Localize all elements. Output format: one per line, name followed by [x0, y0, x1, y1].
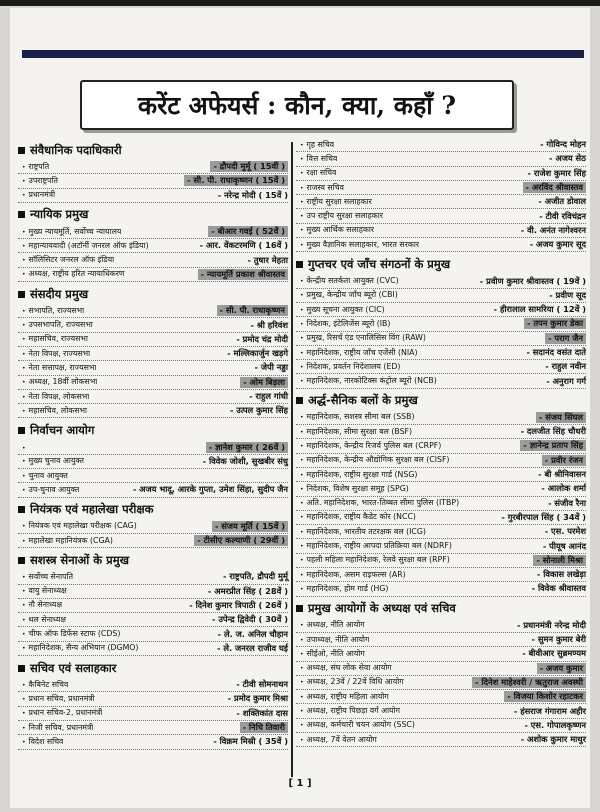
section-heading-text: संवैधानिक पदाधिकारी [30, 142, 122, 157]
bullet-square-icon [18, 506, 25, 513]
position-label: • प्रधानमंत्री [22, 190, 55, 200]
office-holder: - हंसराज गंगाराम अहीर [513, 705, 586, 716]
list-item [18, 678, 288, 692]
position-label: • महानिदेशक, राष्ट्रीय आपदा प्रतिक्रिया बल (NDRF) [300, 541, 452, 551]
office-holder: - संजीव रैना [548, 497, 586, 508]
position-label: • महानिदेशक, सीमा सुरक्षा बल (BSF) [300, 427, 412, 437]
list-item [296, 568, 586, 582]
office-holder: - अमरप्रीत सिंह ( 28वें ) [207, 585, 288, 596]
position-label: • उपसभापति, राज्यसभा [22, 320, 93, 330]
office-holder: - अनुराग गर्ग [546, 375, 586, 386]
list-item [18, 304, 288, 318]
list-item [296, 303, 586, 317]
page-title: करेंट अफेयर्स : कौन, क्या, कहाँ ? [137, 91, 457, 120]
position-label: • महानिदेशक, सशस्त्र सीमा बल (SSB) [300, 412, 415, 422]
office-holder: - ले. ज. अनिल चौहान [217, 628, 288, 639]
list-item [296, 662, 586, 676]
office-holder: - अजय कुमार [537, 663, 586, 674]
list-item [296, 539, 586, 553]
list-item [18, 160, 288, 174]
office-holder: - सी. पी. राधाकृष्णन [217, 305, 288, 316]
position-label: • अध्यक्ष, राष्ट्रीय हरित न्यायाधिकरण [22, 269, 125, 279]
list-item [296, 468, 586, 482]
office-holder: - तपन कुमार डेका [524, 318, 586, 329]
position-label: • प्रमुख, केन्द्रीय जाँच ब्यूरो (CBI) [300, 290, 398, 300]
list-item [296, 676, 586, 690]
position-label: • महानिदेशक, सैन्य अभियान (DGMO) [22, 643, 138, 653]
office-holder: - एस. गोपालकृष्णन [524, 719, 586, 730]
position-label: • केन्द्रीय सतर्कता आयुक्त (CVC) [300, 276, 399, 286]
position-label: • महानिदेशक, होम गार्ड (HG) [300, 584, 388, 594]
office-holder: - दिनेश माहेश्वरी / ऋतुराज अवस्थी [472, 677, 586, 688]
list-item [18, 347, 288, 361]
position-label: • उप राष्ट्रीय सुरक्षा सलाहकार [300, 211, 383, 221]
position-label: • महानिदेशक, राष्ट्रीय सुरक्षा गार्ड (NSG) [300, 470, 417, 480]
left-column [18, 138, 288, 750]
list-item [18, 469, 288, 483]
section-heading-text: न्यायिक प्रमुख [30, 207, 89, 222]
office-holder: - विवेक श्रीवास्तव [531, 583, 586, 594]
list-item [296, 497, 586, 511]
list-item [296, 647, 586, 661]
office-holder: - राजेश कुमार सिंह [527, 167, 586, 178]
list-item [296, 690, 586, 704]
list-item [18, 174, 288, 188]
office-holder: - विजया किशोर रहाटकर [504, 691, 586, 702]
position-label: • अध्यक्ष, राष्ट्रीय पिछड़ा वर्ग आयोग [300, 706, 400, 716]
bullet-square-icon [18, 291, 25, 298]
list-item [296, 733, 586, 747]
office-holder: - प्रमोद चंद्र मोदी [236, 333, 288, 344]
list-item [296, 346, 586, 360]
office-holder: - विक्रम मिस्री ( 35वें ) [213, 736, 288, 747]
position-label: • अध्यक्ष, 7वें वेतन आयोग [300, 735, 377, 745]
office-holder: - टीवी सोमनाथन [236, 679, 288, 690]
office-holder: - बीआर गवई ( 52वें ) [208, 226, 288, 237]
list-item [296, 411, 586, 425]
position-label: • अध्यक्ष, 23वें / 22वें विधि आयोग [300, 677, 404, 687]
list-item [18, 361, 288, 375]
office-holder: - सोनाली मिश्रा [533, 555, 586, 566]
position-label: • नियंत्रक एवं महालेखा परीक्षक (CAG) [22, 521, 137, 531]
office-holder: - अजय भादू, आरके गुप्ता, उमेश सिंहा, सुदीप जैन [132, 484, 288, 495]
office-holder: - सदानंद वसंत दाते [526, 347, 586, 357]
list-item [296, 195, 586, 209]
section-heading [18, 207, 288, 223]
list-item [18, 333, 288, 347]
position-label: • अति. महानिदेशक, भारत-तिब्बत सीमा पुलिस (ITBP) [300, 498, 459, 508]
bullet-square-icon [18, 665, 25, 672]
position-label: • मुख्य सूचना आयुक्त (CIC) [300, 305, 385, 315]
position-label: • उपराष्ट्रपति [22, 176, 58, 186]
list-item [296, 360, 586, 374]
section-heading-text: नियंत्रक एवं महालेखा परीक्षक [30, 502, 154, 517]
section-heading-text: सशस्त्र सेनाओं के प्रमुख [30, 552, 129, 567]
position-label: • सीईओ, नीति आयोग [300, 649, 365, 659]
top-edge-bar [0, 0, 600, 6]
list-item [296, 332, 586, 346]
list-item [296, 274, 586, 288]
list-item [18, 440, 288, 454]
header-rule [22, 50, 584, 58]
office-holder: - राहुल गांधी [249, 391, 288, 401]
list-item [18, 189, 288, 203]
office-holder: - प्रमोद कुमार मिश्रा [227, 693, 288, 704]
position-label: • वित्त सचिव [300, 154, 337, 164]
list-item [296, 511, 586, 525]
position-label: • पहली महिला महानिदेशक, रेलवे सुरक्षा बल (RPF) [300, 555, 450, 565]
position-label: • महानिदेशक, केन्द्रीय औद्योगिक सुरक्षा बल (CISF) [300, 455, 449, 465]
office-holder: - ज्ञानेन्द्र प्रताप सिंह [520, 440, 586, 451]
office-holder: - ले. जनरल राजीव घई [217, 642, 288, 653]
office-holder: - प्रधानमंत्री नरेन्द्र मोदी [516, 619, 586, 630]
office-holder: - शक्तिकांत दास [236, 707, 288, 718]
office-holder: - मल्लिकार्जुन खड़गे [227, 348, 288, 359]
position-label: • सभापति, राज्यसभा [22, 306, 84, 316]
section-heading [18, 552, 288, 568]
position-label: • सर्वोच्च सेनापति [22, 572, 73, 582]
list-item [18, 268, 288, 282]
position-label: • नेता सत्तापक्ष, राज्यसभा [22, 363, 96, 373]
office-holder: - दिनेश कुमार त्रिपाठी ( 26वें ) [189, 599, 288, 610]
list-item [18, 520, 288, 534]
office-holder: - संजय मूर्ति ( 15वें ) [212, 521, 288, 532]
position-label: • वायु सेनाध्यक्ष [22, 586, 67, 596]
position-label: • प्रधान सचिव, प्रधानमंत्री [22, 694, 95, 704]
bullet-square-icon [296, 261, 303, 268]
position-label: • नेता विपक्ष, राज्यसभा [22, 349, 90, 359]
position-label: • अध्यक्ष, राष्ट्रीय महिला आयोग [300, 692, 389, 702]
section-heading [296, 601, 586, 617]
list-item [296, 425, 586, 439]
position-label: • कैबिनेट सचिव [22, 680, 68, 690]
office-holder: - न्यायमूर्ति प्रकाश श्रीवास्तव [198, 269, 288, 280]
position-label: • चुनाव आयुक्त [22, 471, 68, 481]
office-holder: - विवेक जोशी, सुखबीर संधु [202, 455, 288, 466]
list-item [296, 439, 586, 453]
title-box [80, 80, 514, 130]
bullet-square-icon [18, 427, 25, 434]
position-label: • निदेशक, इंटेलिजेंस ब्यूरो (IB) [300, 319, 390, 329]
list-item [18, 239, 288, 253]
list-item [18, 390, 288, 404]
list-item [296, 619, 586, 633]
position-label: • राष्ट्रपति [22, 162, 49, 172]
position-label: • निदेशक, प्रवर्तन निदेशालय (ED) [300, 362, 400, 372]
position-label: • महानिदेशक, केन्द्रीय रिजर्व पुलिस बल (CRPF) [300, 441, 441, 451]
section-heading [18, 660, 288, 676]
office-holder: - निधि तिवारी [240, 722, 288, 733]
position-label: • मुख्य वैज्ञानिक सलाहकार, भारत सरकार [300, 240, 419, 250]
list-item [296, 719, 586, 733]
list-item [18, 570, 288, 584]
position-label: • गृह सचिव [300, 140, 334, 150]
office-holder: - आलोक शर्मा [541, 483, 586, 494]
section-heading-text: निर्वाचन आयोग [30, 422, 95, 437]
office-holder: - अशोक कुमार माथुर [520, 734, 586, 745]
office-holder: - दलजीत सिंह चौधरी [520, 426, 586, 437]
position-label: • सॉलिसिटर जनरल ऑफ इंडिया [22, 255, 114, 265]
section-heading-text: अर्द्ध-सैनिक बलों के प्रमुख [308, 393, 418, 408]
bullet-square-icon [18, 557, 25, 564]
position-label [22, 443, 29, 452]
position-label: • उप-चुनाव आयुक्त [22, 485, 79, 495]
list-item [296, 289, 586, 303]
office-holder: - पीयूष आनंद [542, 540, 586, 551]
position-label: • प्रधान सचिव-2, प्रधानमंत्री [22, 708, 102, 718]
office-holder: - अरविंद श्रीवास्तव [523, 182, 586, 193]
list-item [18, 613, 288, 627]
office-holder: - सी. पी. राधाकृष्णन ( 15वें ) [184, 175, 288, 186]
office-holder: - द्रौपदी मुर्मू ( 15वीं ) [210, 161, 288, 172]
list-item [296, 152, 586, 166]
bullet-square-icon [296, 397, 303, 404]
position-label: • महालेखा महानियंत्रक (CGA) [22, 536, 113, 546]
position-label: • निजी सचिव, प्रधानमंत्री [22, 723, 93, 733]
list-item [18, 642, 288, 656]
position-label: • चीफ ऑफ डिफेंस स्टाफ (CDS) [22, 629, 120, 639]
right-column [296, 138, 586, 747]
list-item [296, 374, 586, 388]
list-item [296, 209, 586, 223]
list-item [296, 181, 586, 195]
list-item [18, 225, 288, 239]
office-holder: - प्रवीर रंजन [542, 455, 586, 466]
office-holder: - उत्पल कुमार सिंह [229, 405, 288, 416]
position-label: • मुख्य आर्थिक सलाहकार [300, 225, 374, 235]
position-label: • महानिदेशक, राष्ट्रीय कैडेट कोर (NCC) [300, 512, 416, 522]
position-label: • मुख्य चुनाव आयुक्त [22, 456, 84, 466]
office-holder: - पराग जैन [545, 333, 586, 344]
position-label: • नेता विपक्ष, लोकसभा [22, 392, 89, 402]
list-item [296, 582, 586, 596]
list-item [18, 483, 288, 497]
position-label: • महानिदेशक, असम राइफल्स (AR) [300, 570, 406, 580]
list-item [18, 721, 288, 735]
position-label: • थल सेनाध्यक्ष [22, 615, 66, 625]
position-label: • मुख्य न्यायमूर्ति, सर्वोच्च न्यायालय [22, 227, 121, 237]
position-label: • उपाध्यक्ष, नीति आयोग [300, 635, 369, 645]
office-holder: - टीसीए कल्याणी ( 29वीं ) [194, 535, 288, 546]
list-item [296, 138, 586, 152]
position-label: • अध्यक्ष, 18वीं लोकसभा [22, 377, 97, 387]
position-label: • महासचिव, लोकसभा [22, 406, 87, 416]
section-heading-text: संसदीय प्रमुख [30, 286, 89, 301]
office-holder: - अजय कुमार सूद [529, 239, 586, 250]
list-item [18, 735, 288, 749]
office-holder: - उपेन्द्र द्विवेदी ( 30वें ) [212, 614, 288, 625]
position-label: • राजस्व सचिव [300, 183, 344, 193]
office-holder: - तुषार मेहता [247, 254, 288, 265]
list-item [18, 318, 288, 332]
office-holder: - प्रवीण कुमार श्रीवास्तव ( 19वें ) [479, 275, 586, 286]
list-item [296, 238, 586, 252]
position-label: • महासचिव, राज्यसभा [22, 334, 88, 344]
office-holder: - विकास लखेड़ा [536, 569, 586, 580]
list-item [296, 704, 586, 718]
position-label: • अध्यक्ष, संघ लोक सेवा आयोग [300, 663, 392, 673]
position-label: • महानिदेशक, राष्ट्रीय जाँच एजेंसी (NIA) [300, 348, 418, 358]
section-heading-text: प्रमुख आयोगों के अध्यक्ष एवं सचिव [308, 601, 456, 616]
office-holder: - नरेन्द्र मोदी ( 15वें ) [217, 189, 288, 200]
office-holder: - सुमन कुमार बेरी [531, 634, 586, 645]
position-label: • निदेशक, विशेष सुरक्षा समूह (SPG) [300, 484, 409, 494]
list-item [296, 167, 586, 181]
bullet-square-icon [18, 211, 25, 218]
list-item [296, 454, 586, 468]
list-item [18, 253, 288, 267]
list-item [18, 585, 288, 599]
list-item [18, 692, 288, 706]
section-heading [18, 142, 288, 158]
office-holder: - वी. अनंत नागेश्वरन [520, 224, 586, 235]
list-item [18, 599, 288, 613]
position-label: • विदेश सचिव [22, 737, 63, 747]
list-item [296, 317, 586, 331]
bullet-square-icon [18, 147, 25, 154]
position-label: • राष्ट्रीय सुरक्षा सलाहकार [300, 197, 372, 207]
list-item [18, 404, 288, 418]
list-item [296, 482, 586, 496]
office-holder: - प्रवीण सूद [549, 289, 586, 300]
position-label: • महानिदेशक, भारतीय तटरक्षक बल (ICG) [300, 527, 426, 537]
list-item [296, 525, 586, 539]
office-holder: - राष्ट्रपति, द्रौपदी मुर्मू [223, 571, 288, 582]
position-label: • महानिदेशक, नारकोटिक्स कंट्रोल ब्यूरो (NCB) [300, 376, 437, 386]
office-holder: - श्री हरिवंश [250, 319, 288, 330]
section-heading [296, 393, 586, 409]
position-label: • प्रमुख, रिसर्च एंड एनालिसिस विंग (RAW) [300, 333, 426, 343]
page-number: [ 1 ] [288, 778, 312, 789]
office-holder: - अजीत डोवाल [538, 196, 586, 207]
office-holder: - राहुल नवीन [545, 361, 586, 372]
office-holder: - गुरबीरपाल सिंह ( 34वें ) [501, 511, 586, 522]
column-divider [291, 142, 293, 777]
position-label: • अध्यक्ष, कर्मचारी चयन आयोग (SSC) [300, 720, 415, 730]
list-item [18, 707, 288, 721]
section-heading-text: सचिव एवं सलाहकार [30, 660, 117, 675]
section-heading [296, 256, 586, 272]
list-item [296, 633, 586, 647]
position-label: • महान्यायवादी (अटॉर्नी जनरल ऑफ इंडिया) [22, 241, 149, 251]
list-item [18, 534, 288, 548]
list-item [296, 554, 586, 568]
office-holder: - ओम बिड़ला [240, 377, 288, 388]
list-item [18, 455, 288, 469]
office-holder: - गोविन्द मोहन [540, 139, 586, 150]
office-holder: - संजय सिंघल [536, 412, 586, 423]
office-holder: - हीरालाल सामरिया ( 12वें ) [493, 304, 586, 315]
position-label: • नौ सेनाध्यक्ष [22, 600, 62, 610]
office-holder: - आर. वेंकटरमणि ( 16वें ) [199, 240, 288, 251]
office-holder: - ज्ञानेश कुमार ( 26वें ) [206, 442, 288, 453]
list-item [18, 627, 288, 641]
office-holder: - बीवीआर सुब्रमण्यम [522, 648, 586, 659]
position-label: • अध्यक्ष, नीति आयोग [300, 620, 365, 630]
section-heading-text: गुप्तचर एवं जाँच संगठनों के प्रमुख [308, 256, 451, 271]
section-heading [18, 286, 288, 302]
position-label: • रक्षा सचिव [300, 168, 336, 178]
list-item [296, 224, 586, 238]
list-item [18, 376, 288, 390]
section-heading [18, 422, 288, 438]
office-holder: - एस. परमेश [544, 526, 586, 537]
bullet-square-icon [296, 605, 303, 612]
office-holder: - जेपी नड्डा [254, 362, 288, 373]
office-holder: - टीवी रविचंद्रन [539, 210, 586, 221]
section-heading [18, 502, 288, 518]
office-holder: - अजय सेठ [549, 153, 586, 164]
office-holder: - बी श्रीनिवासन [538, 469, 586, 480]
